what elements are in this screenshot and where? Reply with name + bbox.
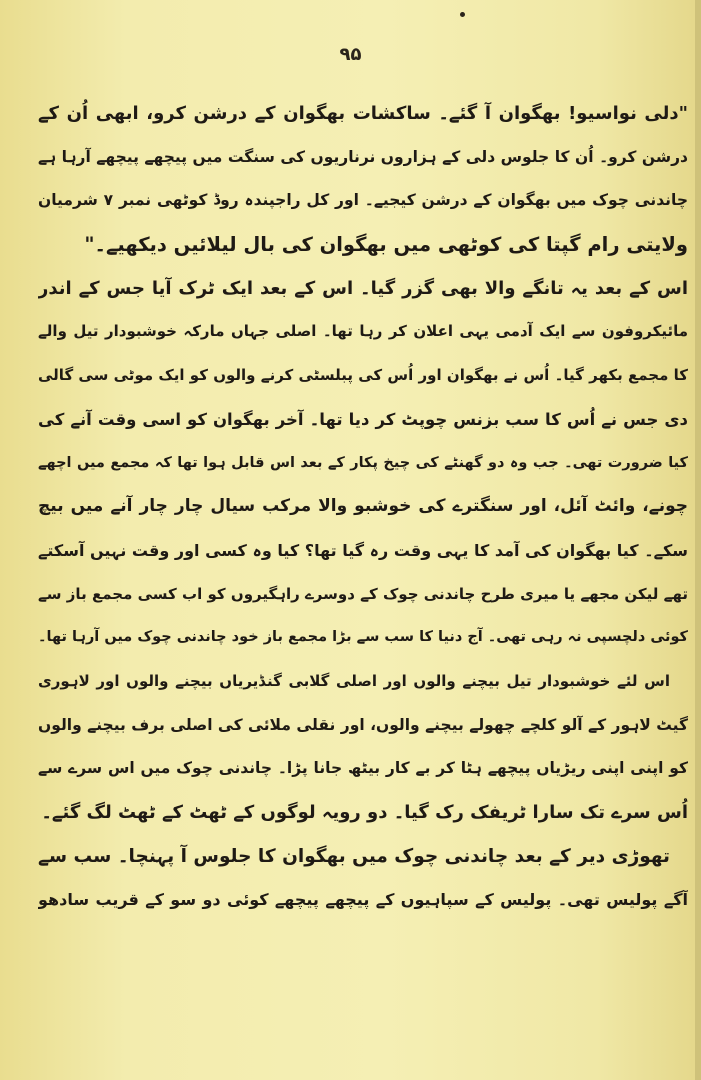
ink-dot	[460, 12, 465, 17]
text-line: دی جس نے اُس کا سب بزنس چوپٹ کر دیا تھا۔ آخر بھگوان کو اسی وقت آنے کی	[38, 409, 688, 429]
text-line: کا مجمع بکھر گیا۔ اُس نے بھگوان اور اُس کی پبلسٹی کرنے والوں کو ایک موٹی سی گالی	[38, 366, 688, 385]
body-text	[38, 92, 688, 922]
text-line: اس کے بعد یہ تانگے والا بھی گزر گیا۔ اس کے بعد ایک ٹرک آیا جس کے اندر	[38, 277, 688, 299]
text-line: اس لئے خوشبودار تیل بیچنے والوں اور اصلی گلابی گنڈیریاں بیچنے والوں اور لاہوری	[38, 671, 670, 690]
text-line: چونے، وائٹ آئل، اور سنگترے کی خوشبو والا مرکب سیال چار چار آنے میں بیچ	[38, 496, 688, 517]
text-line: کیا ضرورت تھی۔ جب وہ دو گھنٹے کی چیخ پکار کے بعد اس قابل ہوا تھا کہ مجمع میں اچھے	[38, 454, 688, 471]
text-line: کوئی دلچسپی نہ رہی تھی۔ آج دنیا کا سب سے بڑا مجمع باز خود چاندنی چوک میں آرہا تھا۔	[38, 629, 688, 646]
page-number: ۹۵	[339, 44, 362, 65]
text-line: اُس سرے تک سارا ٹریفک رک گیا۔ دو رویہ لوگوں کے ٹھٹ کے ٹھٹ لگ گئے۔	[41, 802, 688, 823]
text-line: چاندنی چوک میں بھگوان کے درشن کیجیے۔ اور کل راجپندہ روڈ کوٹھی نمبر ۷ شرمیان	[38, 191, 688, 210]
text-line: ولایتی رام گپتا کی کوٹھی میں بھگوان کی بال لیلائیں دیکھیے۔"	[84, 233, 688, 257]
text-line: آگے پولیس تھی۔ پولیس کے سپاہیوں کے پیچھے پیچھے کوئی دو سو کے قریب سادھو	[38, 890, 688, 910]
text-line: کو اپنی اپنی ریڑیاں پیچھے ہٹا کر بے کار بیٹھ جانا پڑا۔ چاندنی چوک میں اس سرے سے	[38, 759, 688, 778]
text-line: گیٹ لاہور کے آلو کلچے چھولے بیچنے والوں، اور نقلی ملائی کی اصلی برف بیچنے والوں	[38, 715, 688, 734]
text-line: "دلی نواسیو! بھگوان آ گئے۔ ساکشات بھگوان کے درشن کرو، ابھی اُن کے	[38, 103, 688, 124]
text-line: درشن کرو۔ اُن کا جلوس دلی کے ہزاروں نرناریوں کی سنگت میں پیچھے پیچھے آرہا ہے	[38, 147, 688, 166]
text-line: تھے لیکن مجھے یا میری طرح چاندنی چوک کے دوسرے راہگیروں کو اب کسی مجمع باز سے	[38, 584, 688, 603]
text-line: تھوڑی دیر کے بعد چاندنی چوک میں بھگوان کا جلوس آ پہنچا۔ سب سے	[38, 845, 670, 867]
text-line: سکے۔ کیا بھگوان کی آمد کا یہی وقت رہ گیا تھا؟ کیا وہ کسی اور وقت نہیں آسکتے	[38, 540, 688, 560]
text-line: مائیکروفون سے ایک آدمی یہی اعلان کر رہا تھا۔ اصلی جہاں مارکہ خوشبودار تیل والے	[38, 322, 688, 341]
